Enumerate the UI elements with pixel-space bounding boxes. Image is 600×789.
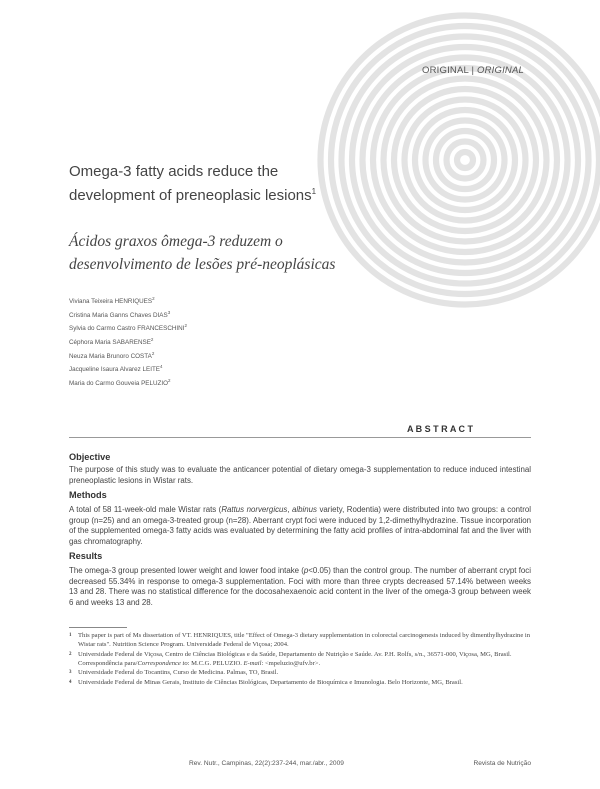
footnote-3: 3 Universidade Federal do Tocantins, Curso de Medicina. Palmas, TO, Brasil. xyxy=(69,669,279,676)
author-6: Jacqueline Isaura Alvarez LEITE$^4$ xyxy=(69,364,163,374)
methods-heading: Methods xyxy=(69,490,107,500)
footer-journal: Revista de Nutrição xyxy=(473,760,531,767)
title-english-line-2: development of preneoplasic lesions$^1$ xyxy=(69,187,317,204)
footnote-2: 2 Universidade Federal de Viçosa, Centro de Ciências Biológicas e da Saúde, Departamento de Nutrição e Saúde. Av. P.H. Rolfs, s/n., 36571-000, Viçosa, MG, Brasil. Correspondência para/Correspondence to: M.C.G. PELUZIO. E-mail: <mpeluzio@ufv.br>. xyxy=(69,651,512,667)
ring-8 xyxy=(384,79,547,242)
author-5: Neuza Maria Brunoro COSTA$^2$ xyxy=(69,350,155,360)
ring-9 xyxy=(373,68,557,252)
title-portuguese-line-1: Ácidos graxos ômega-3 reduzem o xyxy=(69,233,283,250)
title-english-line-1: Omega-3 fatty acids reduce the xyxy=(69,163,279,180)
species-variety: albinus xyxy=(292,505,318,514)
footnote-1: 1 This paper is part of Ms dissertation of VT. HENRIQUES, title "Effect of Omega-3 dietary supplementation in colorectal carcinogenesis induced by dimenthylhydrazine in Wistar rats". Nutrition Science Program. Universidade Federal de Viçosa; 2004. xyxy=(69,632,531,648)
ring-5 xyxy=(415,110,515,210)
author-list xyxy=(69,294,187,390)
methods-text: A total of 58 11-week-old male Wistar rats (Rattus norvergicus, albinus variety, Rodentia) were distributed into two groups: a control group (n=25) and an omega-3-treated group (n=28). Aberrant crypt foci were induced by 1,2-dimethylhydrazine. Tissue incorporation of the supplemented omega-3 fatty acids was evaluated by determining the fatty acid profiles of intra-abdominal fat and the liver with gas chromatography. xyxy=(69,505,531,546)
title-portuguese-line-2: desenvolvimento de lesões pré-neoplásicas xyxy=(69,256,336,273)
species-name: Rattus norvergicus xyxy=(221,505,288,514)
abstract-heading-rule xyxy=(69,437,531,438)
title-english xyxy=(69,162,316,206)
objective-text: The purpose of this study was to evaluate the anticancer potential of dietary omega-3 supplementation to reduce induced intestinal preneoplastic lesions in Wistar rats. xyxy=(69,465,531,485)
article-type-separator: | xyxy=(471,65,475,76)
results-heading: Results xyxy=(69,551,103,561)
results-text: The omega-3 group presented lower weight and lower food intake (p<0.05) than the control group. The number of aberrant crypt foci decreased 55.34% in response to omega-3 supplementation. Foci with more than three crypts decreased 57.14% between weeks 13 and 28. There was no statistical difference for the docosahexaenoic acid content in the liver of the omega-3 group between week 6 and weeks 13 and 28. xyxy=(69,566,531,607)
footer-citation: Rev. Nutr., Campinas, 22(2):237-244, mar./abr., 2009 xyxy=(189,760,344,767)
footnote-rule xyxy=(69,627,127,628)
abstract-heading: A B S T R A C T xyxy=(407,424,473,434)
author-7: Maria do Carmo Gouveia PELUZIO$^2$ xyxy=(69,378,171,388)
author-2: Cristina Maria Ganns Chaves DIAS$^3$ xyxy=(69,309,171,319)
author-3: Sylvia do Carmo Castro FRANCESCHINI$^2$ xyxy=(69,323,187,333)
objective-heading: Objective xyxy=(69,452,111,462)
ring-2 xyxy=(447,142,484,179)
article-type-pt: ORIGINAL xyxy=(422,65,469,76)
article-type-label xyxy=(422,65,524,76)
article-type-en: ORIGINAL xyxy=(477,65,525,76)
footnote-4: 4 Universidade Federal de Minas Gerais, Instituto de Ciências Biológicas, Departamento de Bioquímica e Imunologia. Belo Horizonte, MG, Brasil. xyxy=(69,678,463,686)
author-4: Céphora Maria SABARENSE$^2$ xyxy=(69,337,154,347)
footnotes xyxy=(69,632,531,687)
author-1: Viviana Teixeira HENRIQUES$^2$ xyxy=(69,296,155,306)
title-footnote-ref: 1 xyxy=(311,187,317,196)
title-portuguese xyxy=(69,230,335,276)
ring-1 xyxy=(457,152,473,168)
p-value-symbol: p xyxy=(303,566,309,575)
